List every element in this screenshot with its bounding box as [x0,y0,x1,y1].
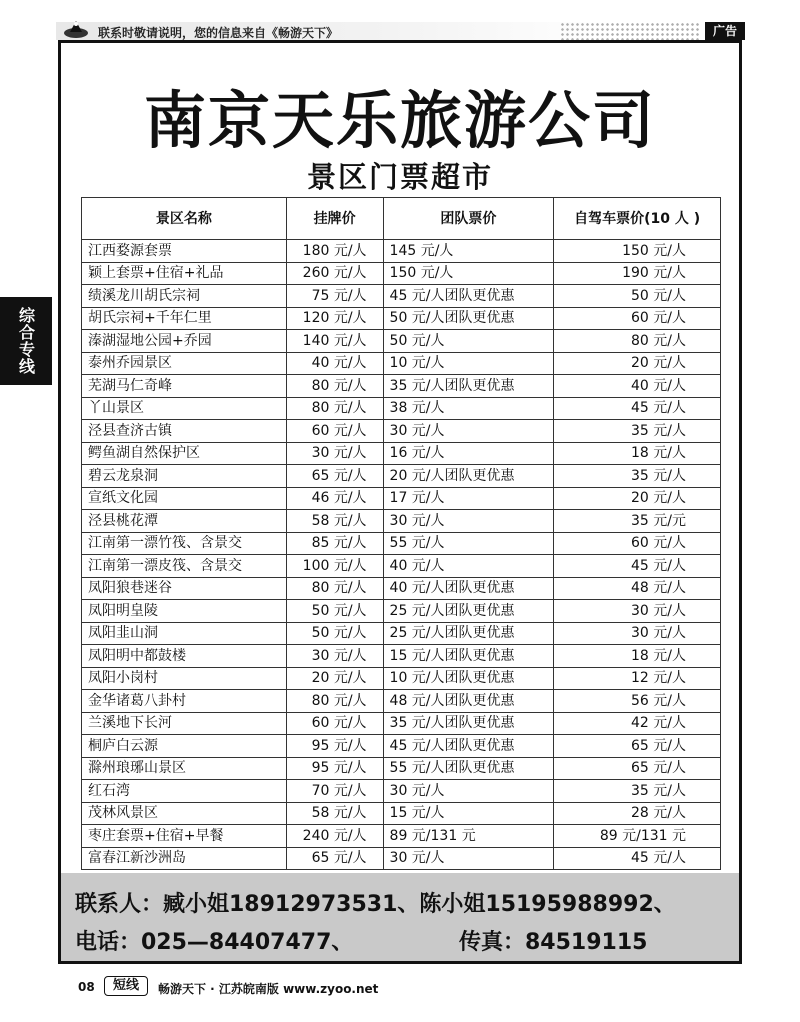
self-drive-price-cell: 65 元/人 [554,757,721,780]
list-price-cell: 30 元/人 [286,645,383,668]
self-drive-price-cell: 20 元/人 [554,352,721,375]
self-drive-price-cell: 35 元/人 [554,465,721,488]
table-row [82,622,721,645]
list-price-cell: 95 元/人 [286,735,383,758]
scenic-name-cell: 绩溪龙川胡氏宗祠 [82,285,287,308]
group-price-cell: 145 元/人 [383,240,554,263]
group-price-cell: 40 元/人 [383,555,554,578]
banner-dot-pattern [560,22,700,40]
self-drive-price-cell: 45 元/人 [554,397,721,420]
table-row [82,465,721,488]
table-row [82,712,721,735]
self-drive-price-cell: 42 元/人 [554,712,721,735]
table-row [82,577,721,600]
list-price-cell: 80 元/人 [286,375,383,398]
self-drive-price-cell: 18 元/人 [554,645,721,668]
table-row [82,825,721,848]
source-notice: 联系时敬请说明，您的信息来自《畅游天下》 [98,26,339,40]
group-price-cell: 15 元/人 [383,802,554,825]
self-drive-price-cell: 89 元/131 元 [554,825,721,848]
publication-logo-icon [62,18,90,40]
section-side-tab: 综合专线 [0,297,52,385]
group-price-cell: 45 元/人团队更优惠 [383,735,554,758]
list-price-cell: 140 元/人 [286,330,383,353]
list-price-cell: 95 元/人 [286,757,383,780]
table-row [82,352,721,375]
contact-fax: 传真：84519115 [459,930,648,955]
scenic-name-cell: 江南第一漂皮筏、含景交 [82,555,287,578]
scenic-name-cell: 凤阳韭山洞 [82,622,287,645]
group-price-cell: 35 元/人团队更优惠 [383,712,554,735]
group-price-cell: 10 元/人 [383,352,554,375]
table-row [82,532,721,555]
scenic-name-cell: 碧云龙泉洞 [82,465,287,488]
self-drive-price-cell: 35 元/元 [554,510,721,533]
scenic-name-cell: 凤阳小岗村 [82,667,287,690]
page-footer [0,970,800,1010]
self-drive-price-cell: 45 元/人 [554,555,721,578]
group-price-cell: 16 元/人 [383,442,554,465]
list-price-cell: 50 元/人 [286,622,383,645]
self-drive-price-cell: 50 元/人 [554,285,721,308]
group-price-cell: 50 元/人 [383,330,554,353]
group-price-cell: 30 元/人 [383,510,554,533]
ad-frame [58,40,742,964]
list-price-cell: 65 元/人 [286,465,383,488]
group-price-cell: 55 元/人团队更优惠 [383,757,554,780]
list-price-cell: 58 元/人 [286,802,383,825]
table-row [82,420,721,443]
scenic-name-cell: 颖上套票+住宿+礼品 [82,262,287,285]
self-drive-price-cell: 28 元/人 [554,802,721,825]
list-price-cell: 20 元/人 [286,667,383,690]
group-price-cell: 45 元/人团队更优惠 [383,285,554,308]
group-price-cell: 50 元/人团队更优惠 [383,307,554,330]
table-row [82,307,721,330]
header-list-price: 挂牌价 [286,198,383,240]
scenic-name-cell: 鳄鱼湖自然保护区 [82,442,287,465]
table-row [82,645,721,668]
self-drive-price-cell: 30 元/人 [554,622,721,645]
table-row [82,555,721,578]
group-price-cell: 48 元/人团队更优惠 [383,690,554,713]
scenic-name-cell: 芜湖马仁奇峰 [82,375,287,398]
table-row [82,240,721,263]
group-price-cell: 25 元/人团队更优惠 [383,622,554,645]
self-drive-price-cell: 80 元/人 [554,330,721,353]
self-drive-price-cell: 60 元/人 [554,307,721,330]
list-price-cell: 240 元/人 [286,825,383,848]
table-row [82,600,721,623]
list-price-cell: 40 元/人 [286,352,383,375]
group-price-cell: 30 元/人 [383,780,554,803]
list-price-cell: 60 元/人 [286,712,383,735]
group-price-cell: 89 元/131 元 [383,825,554,848]
list-price-cell: 46 元/人 [286,487,383,510]
list-price-cell: 70 元/人 [286,780,383,803]
list-price-cell: 80 元/人 [286,577,383,600]
top-banner [0,0,800,42]
scenic-name-cell: 胡氏宗祠+千年仁里 [82,307,287,330]
scenic-name-cell: 泾县桃花潭 [82,510,287,533]
list-price-cell: 75 元/人 [286,285,383,308]
scenic-name-cell: 泰州乔园景区 [82,352,287,375]
ad-label: 广告 [705,22,745,40]
group-price-cell: 20 元/人团队更优惠 [383,465,554,488]
scenic-name-cell: 桐庐白云源 [82,735,287,758]
list-price-cell: 80 元/人 [286,397,383,420]
table-row [82,442,721,465]
header-scenic-name: 景区名称 [82,198,287,240]
self-drive-price-cell: 30 元/人 [554,600,721,623]
table-row [82,330,721,353]
table-header-row [82,198,721,240]
scenic-name-cell: 溱湖湿地公园+乔园 [82,330,287,353]
table-row [82,780,721,803]
scenic-name-cell: 丫山景区 [82,397,287,420]
publication-info: 畅游天下 · 江苏皖南版 www.zyoo.net [158,982,379,996]
table-row [82,802,721,825]
self-drive-price-cell: 35 元/人 [554,780,721,803]
self-drive-price-cell: 12 元/人 [554,667,721,690]
scenic-name-cell: 泾县查济古镇 [82,420,287,443]
scenic-name-cell: 兰溪地下长河 [82,712,287,735]
group-price-cell: 25 元/人团队更优惠 [383,600,554,623]
group-price-cell: 150 元/人 [383,262,554,285]
scenic-name-cell: 红石湾 [82,780,287,803]
header-group-price: 团队票价 [383,198,554,240]
scenic-name-cell: 宣纸文化园 [82,487,287,510]
table-row [82,285,721,308]
contact-block [61,873,739,961]
group-price-cell: 35 元/人团队更优惠 [383,375,554,398]
group-price-cell: 40 元/人团队更优惠 [383,577,554,600]
self-drive-price-cell: 48 元/人 [554,577,721,600]
self-drive-price-cell: 190 元/人 [554,262,721,285]
self-drive-price-cell: 65 元/人 [554,735,721,758]
scenic-name-cell: 金华诸葛八卦村 [82,690,287,713]
group-price-cell: 30 元/人 [383,847,554,870]
self-drive-price-cell: 40 元/人 [554,375,721,398]
list-price-cell: 260 元/人 [286,262,383,285]
group-price-cell: 38 元/人 [383,397,554,420]
list-price-cell: 30 元/人 [286,442,383,465]
table-body [82,240,721,870]
self-drive-price-cell: 18 元/人 [554,442,721,465]
page-number: 08 [78,980,95,994]
ticket-price-table [81,197,721,870]
list-price-cell: 80 元/人 [286,690,383,713]
scenic-name-cell: 江西婺源套票 [82,240,287,263]
self-drive-price-cell: 150 元/人 [554,240,721,263]
scenic-name-cell: 富春江新沙洲岛 [82,847,287,870]
table-row [82,262,721,285]
self-drive-price-cell: 35 元/人 [554,420,721,443]
group-price-cell: 17 元/人 [383,487,554,510]
list-price-cell: 120 元/人 [286,307,383,330]
self-drive-price-cell: 20 元/人 [554,487,721,510]
table-row [82,397,721,420]
group-price-cell: 10 元/人团队更优惠 [383,667,554,690]
ticket-market-title: 景区门票超市 [306,160,493,194]
list-price-cell: 50 元/人 [286,600,383,623]
scenic-name-cell: 凤阳明皇陵 [82,600,287,623]
list-price-cell: 180 元/人 [286,240,383,263]
scenic-name-cell: 凤阳明中都鼓楼 [82,645,287,668]
table-row [82,510,721,533]
section-badge: 短线 [104,976,148,996]
list-price-cell: 100 元/人 [286,555,383,578]
group-price-cell: 55 元/人 [383,532,554,555]
table-row [82,847,721,870]
table-row [82,487,721,510]
self-drive-price-cell: 56 元/人 [554,690,721,713]
table-row [82,757,721,780]
contact-persons: 联系人：臧小姐18912973531、陈小姐15195988992、 [75,892,676,917]
table-row [82,735,721,758]
table-row [82,375,721,398]
scenic-name-cell: 茂林风景区 [82,802,287,825]
table-row [82,690,721,713]
scenic-name-cell: 滁州琅琊山景区 [82,757,287,780]
scenic-name-cell: 凤阳狼巷迷谷 [82,577,287,600]
self-drive-price-cell: 45 元/人 [554,847,721,870]
group-price-cell: 15 元/人团队更优惠 [383,645,554,668]
scenic-name-cell: 枣庄套票+住宿+早餐 [82,825,287,848]
company-name: 南京天乐旅游公司 [143,84,656,157]
list-price-cell: 65 元/人 [286,847,383,870]
list-price-cell: 58 元/人 [286,510,383,533]
scenic-name-cell: 江南第一漂竹筏、含景交 [82,532,287,555]
list-price-cell: 85 元/人 [286,532,383,555]
self-drive-price-cell: 60 元/人 [554,532,721,555]
group-price-cell: 30 元/人 [383,420,554,443]
contact-phone: 电话：025—84407477、 [75,930,354,955]
table-row [82,667,721,690]
list-price-cell: 60 元/人 [286,420,383,443]
header-self-drive-price: 自驾车票价(10 人 ) [554,198,721,240]
